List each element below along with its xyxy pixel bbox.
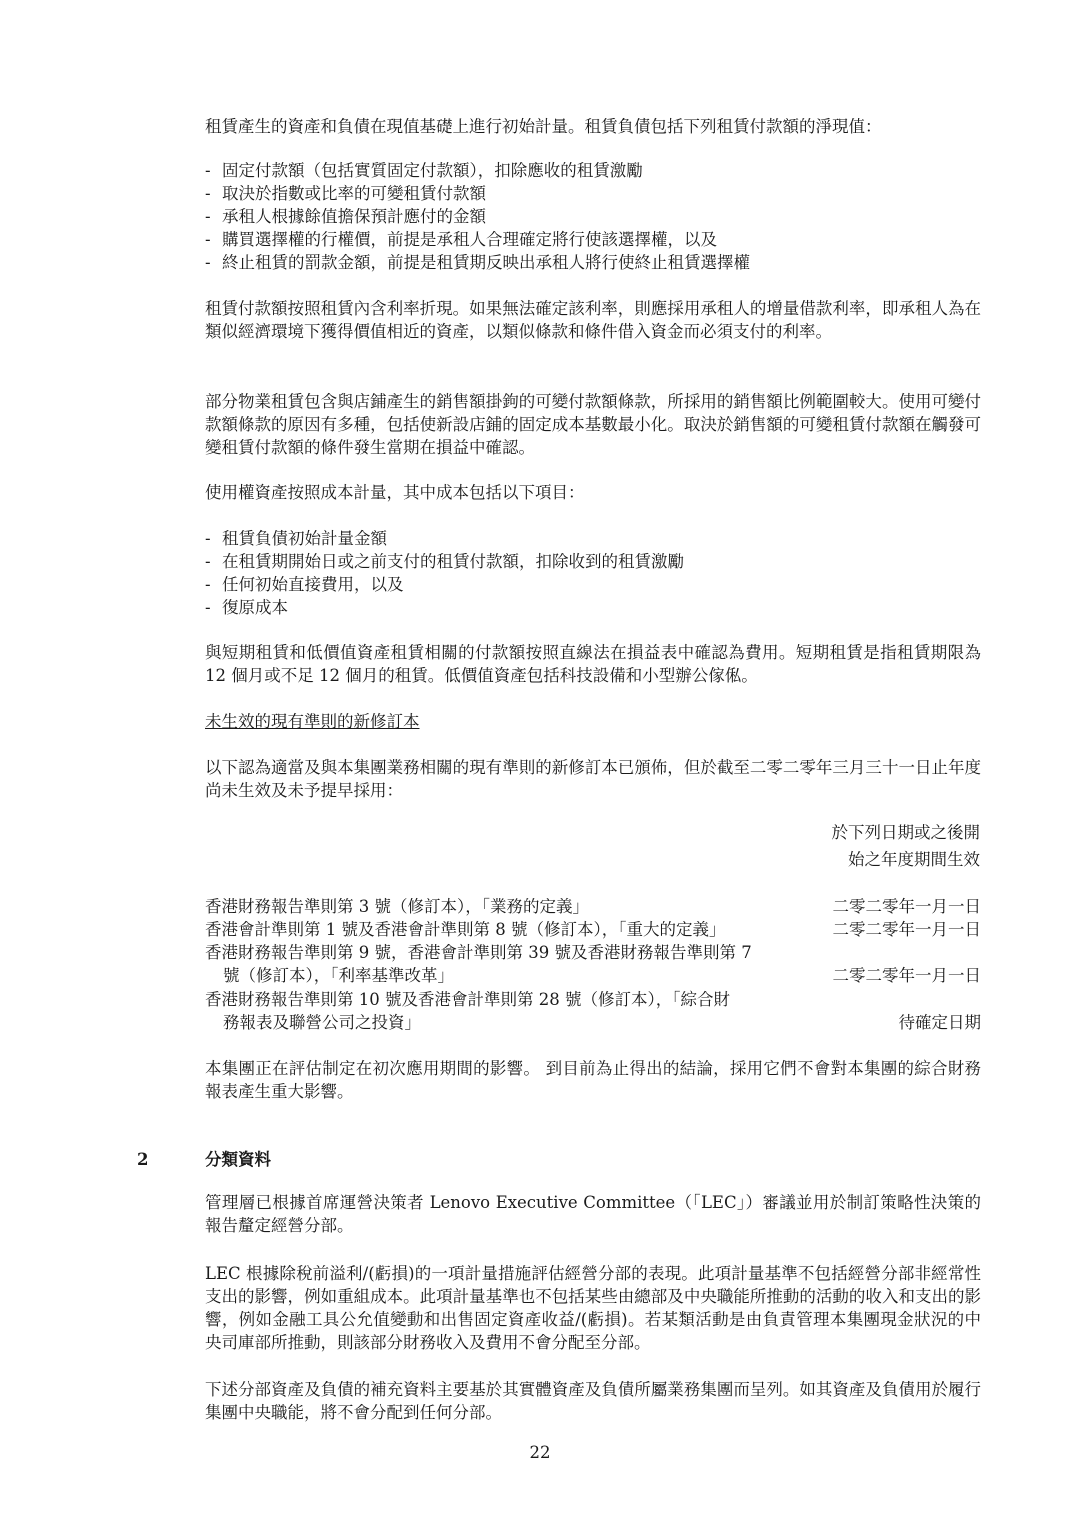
standard-row	[205, 895, 981, 918]
list-item: - 承租人根據餘值擔保預計應付的金額	[205, 205, 981, 228]
segment-paragraph: 管理層已根據首席運營決策者 Lenovo Executive Committee（「LEC」）審議並用於制訂策略性決策的報告釐定經營分部。	[205, 1193, 981, 1235]
list-item: - 在租賃期開始日或之前支付的租賃付款額，扣除收到的租賃激勵	[205, 550, 981, 573]
standard-effective-date: 二零二零年一月一日	[832, 897, 981, 916]
segment-performance-paragraph: LEC 根據除稅前溢利/(虧損)的一項計量措施評估經營分部的表現。此項計量基準不包括經營分部非經常性支出的影響，例如重組成本。此項計量基準也不包括某些由總部及中央職能所推動的活動的收入和支出的影響，例如金融工具公允值變動和出售固定資產收益/(虧損)。若某類活動是由負責管理本集團現金狀況的中央司庫部所推動，則該部分財務收入及費用不會分配至分部。	[205, 1264, 981, 1352]
list-item: - 復原成本	[205, 596, 981, 619]
new-amendments-intro: 以下認為適當及與本集團業務相關的現有準則的新修訂本已頒佈，但於截至二零二零年三月三十一日止年度尚未生效及未予提早採用：	[205, 758, 981, 800]
standard-name-line: 務報表及聯營公司之投資」	[223, 1013, 421, 1032]
short-term-lease-paragraph: 與短期租賃和低價值資產租賃相關的付款額按照直線法在損益表中確認為費用。短期租賃是指租賃期限為 12 個月或不足 12 個月的租賃。低價值資產包括科技設備和小型辦公傢俬。	[205, 643, 981, 685]
standard-name-line: 香港財務報告準則第 10 號及香港會計準則第 28 號（修訂本），「綜合財	[205, 990, 730, 1009]
section-title: 分類資料	[205, 1150, 271, 1169]
list-item: - 任何初始直接費用，以及	[205, 573, 981, 596]
page-number: 22	[529, 1443, 551, 1462]
effective-date-column-header	[780, 819, 980, 873]
list-item: - 終止租賃的罰款金額，前提是租賃期反映出承租人將行使終止租賃選擇權	[205, 251, 981, 274]
lease-payment-list	[205, 159, 981, 274]
standard-name-line: 香港財務報告準則第 9 號，香港會計準則第 39 號及香港財務報告準則第 7	[205, 943, 752, 962]
segment-assets-paragraph: 下述分部資產及負債的補充資料主要基於其實體資產及負債所屬業務集團而呈列。如其資產及負債用於履行集團中央職能，將不會分配到任何分部。	[205, 1380, 981, 1422]
list-item: - 購買選擇權的行權價，前提是承租人合理確定將行使該選擇權，以及	[205, 228, 981, 251]
standard-name: 香港會計準則第 1 號及香港會計準則第 8 號（修訂本），「重大的定義」	[205, 920, 726, 939]
standard-row	[205, 988, 981, 1034]
standard-name	[205, 941, 795, 987]
assessment-paragraph: 本集團正在評估制定在初次應用期間的影響。 到目前為止得出的結論，採用它們不會對本集團的綜合財務報表產生重大影響。	[205, 1059, 981, 1101]
variable-payment-paragraph: 部分物業租賃包含與店鋪產生的銷售額掛鉤的可變付款額條款，所採用的銷售額比例範圍較大。使用可變付款額條款的原因有多種，包括使新設店鋪的固定成本基數最小化。取決於銷售額的可變租賃付款額在觸發可變租賃付款額的條件發生當期在損益中確認。	[205, 392, 981, 457]
standard-name: 香港財務報告準則第 3 號（修訂本），「業務的定義」	[205, 897, 589, 916]
standard-effective-date: 二零二零年一月一日	[832, 920, 981, 939]
standard-row	[205, 941, 981, 987]
list-item: - 租賃負債初始計量金額	[205, 527, 981, 550]
lease-intro-paragraph: 租賃產生的資產和負債在現值基礎上進行初始計量。租賃負債包括下列租賃付款額的淨現值：	[205, 117, 882, 136]
rou-cost-list	[205, 527, 981, 619]
column-header-line: 始之年度期間生效	[848, 850, 980, 869]
standard-row	[205, 918, 981, 941]
standard-effective-date: 二零二零年一月一日	[832, 966, 981, 985]
column-header-line: 於下列日期或之後開	[831, 823, 980, 842]
standard-name	[205, 988, 795, 1034]
section-number: 2	[137, 1150, 149, 1169]
discount-rate-paragraph: 租賃付款額按照租賃內含利率折現。如果無法確定該利率，則應採用承租人的增量借款利率，即承租人為在類似經濟環境下獲得價值相近的資產，以類似條款和條件借入資金而必須支付的利率。	[205, 299, 981, 341]
standard-effective-date: 待確定日期	[898, 1013, 981, 1032]
list-item: - 取決於指數或比率的可變租賃付款額	[205, 182, 981, 205]
new-amendments-heading: 未生效的現有準則的新修訂本	[205, 712, 420, 731]
standard-name-line: 號（修訂本），「利率基準改革」	[223, 966, 454, 985]
rou-intro-paragraph: 使用權資產按照成本計量，其中成本包括以下項目：	[205, 483, 585, 502]
list-item: - 固定付款額（包括實質固定付款額），扣除應收的租賃激勵	[205, 159, 981, 182]
